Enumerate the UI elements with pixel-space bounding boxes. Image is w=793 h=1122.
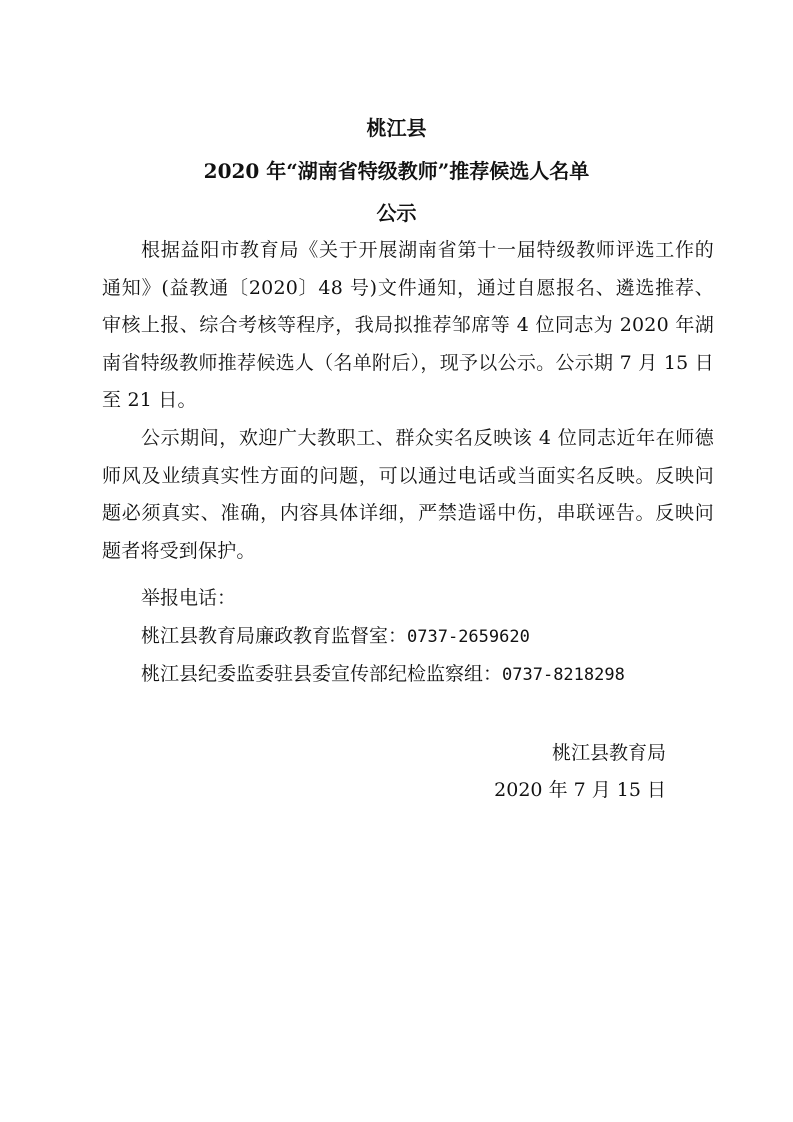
report-phone-heading: 举报电话：: [141, 587, 237, 609]
document-county-heading: 桃江县: [366, 116, 427, 140]
announcement-paragraph-2: 公示期间，欢迎广大教职工、群众实名反映该 4 位同志近年在师德师风及业绩真实性方面的问题，可以通过电话或当面实名反映。反映问题必须真实、准确，内容具体详细，严禁造谣中伤，串联诬告。反映问题者将受到保护。: [102, 427, 714, 562]
contact-line: [141, 622, 530, 651]
contact-label: 桃江县教育局廉政教育监督室：: [141, 625, 408, 647]
document-title: 2020 年“湖南省特级教师”推荐候选人名单: [203, 159, 590, 183]
document-subtitle: 公示: [376, 201, 417, 225]
signature-organization: 桃江县教育局: [551, 742, 666, 764]
contact-phone: 0737-2659620: [407, 627, 530, 647]
contact-phone: 0737-8218298: [502, 665, 625, 685]
signature-date: 2020 年 7 月 15 日: [494, 779, 666, 801]
contact-label: 桃江县纪委监委驻县委宣传部纪检监察组：: [141, 663, 503, 685]
announcement-paragraph-1: 根据益阳市教育局《关于开展湖南省第十一届特级教师评选工作的通知》(益教通〔2020〕48 号)文件通知，通过自愿报名、遴选推荐、审核上报、综合考核等程序，我局拟推荐邹席等 4 位同志为 2020 年湖南省特级教师推荐候选人（名单附后），现予以公示。公示期 7 月 15 日至 21 日。: [102, 239, 714, 411]
contact-line: [141, 660, 625, 689]
